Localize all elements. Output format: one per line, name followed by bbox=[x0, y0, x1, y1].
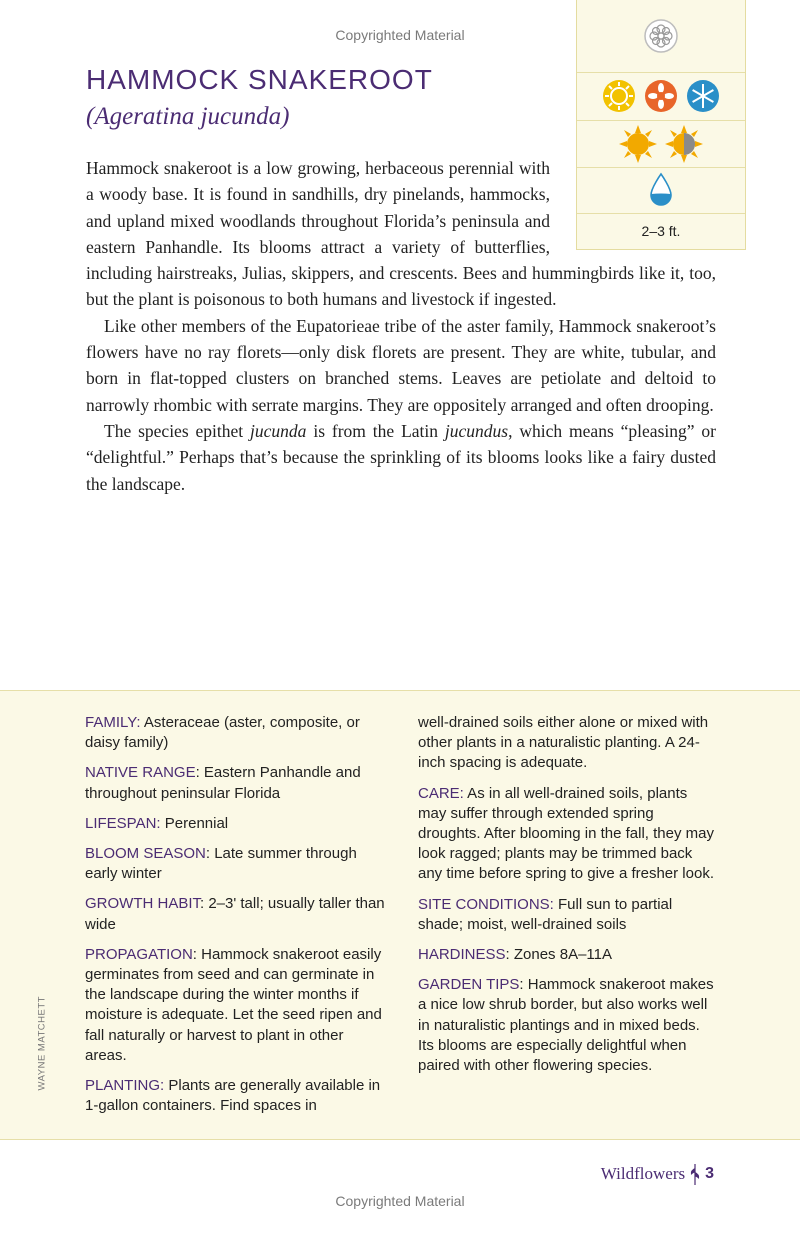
plant-common-name: HAMMOCK SNAKEROOT bbox=[86, 64, 433, 95]
fact-planting-continued: well-drained soils either alone or mixed with other plants in a naturalistic planting. A 24-inch spacing is adequate. bbox=[418, 714, 709, 772]
fact-propagation: PROPAGATION: Hammock snakeroot easily germinates from seed and can germinate in the landscape during the winter months if moisture is adequate. Let the seed ripen and fall naturally or harvest to plant in other areas. bbox=[85, 945, 382, 1064]
fact-native-range: NATIVE RANGE: Eastern Panhandle and throughout peninsular Florida bbox=[85, 764, 361, 802]
fact-garden-tips: GARDEN TIPS: Hammock snakeroot makes a nice low shrub border, but also works well in naturalistic plantings and in mixed beds. Its blooms are especially delightful when paired with other flowering species. bbox=[418, 976, 714, 1075]
blue-snowflake-icon bbox=[685, 78, 721, 114]
plant-facts-box bbox=[0, 690, 800, 1140]
fact-hardiness: HARDINESS: Zones 8A–11A bbox=[418, 946, 612, 964]
page-number: 3 bbox=[705, 1165, 714, 1182]
fact-planting: PLANTING: Plants are generally available in 1-gallon containers. Find spaces in bbox=[85, 1077, 381, 1115]
facts-column-left bbox=[85, 713, 385, 1126]
fact-lifespan: LIFESPAN: Perennial bbox=[85, 814, 229, 832]
plant-size: 2–3 ft. bbox=[641, 223, 681, 239]
page-footer bbox=[601, 1162, 714, 1186]
white-flower-icon bbox=[643, 18, 679, 54]
orange-flower-icon bbox=[643, 78, 679, 114]
panel-wrap-space bbox=[550, 155, 716, 257]
bloom-season-row bbox=[577, 72, 745, 121]
fact-site-conditions: SITE CONDITIONS: Full sun to partial shade; moist, well-drained soils bbox=[418, 895, 673, 933]
fact-family: FAMILY: Asteraceae (aster, composite, or daisy family) bbox=[85, 714, 360, 752]
yellow-sun-flower-icon bbox=[601, 78, 637, 114]
section-name: Wildflowers bbox=[600, 1164, 686, 1183]
fact-care: CARE: As in all well-drained soils, plants may suffer through extended spring droughts. After blooming in the fall, they may look ragged; plants may be trimmed back any time before spring to give a fresher look. bbox=[418, 784, 714, 883]
fact-bloom-season: BLOOM SEASON: Late summer through early winter bbox=[85, 845, 357, 883]
copyright-notice-bottom: Copyrighted Material bbox=[335, 1193, 465, 1209]
fact-growth-habit: GROWTH HABIT: 2–3' tall; usually taller than wide bbox=[85, 895, 385, 933]
flower-color-row bbox=[577, 0, 745, 73]
plant-description bbox=[86, 155, 716, 497]
facts-column-right bbox=[418, 713, 718, 1086]
description-paragraph-1: Hammock snakeroot is a low growing, herbaceous perennial with a woody base. It is found in sandhills, dry pinelands, hammocks, and upland mixed woodlands throughout Florida’s peninsula and eastern Panhandle. Its blooms attract a variety of butterflies, including hairstreaks, Julias, skippers, and crescents. Bees and hummingbirds like it, too, but the plant is poisonous to both humans and livestock if ingested. bbox=[86, 158, 716, 310]
copyright-notice-top: Copyrighted Material bbox=[335, 27, 465, 43]
description-paragraph-2: Like other members of the Eupatorieae tribe of the aster family, Hammock snakeroot’s flowers have no ray florets—only disk florets are present. They are white, tubular, and born in flat-topped clusters on branched stems. Leaves are petiolate and deltoid to narrowly rhombic with serrate margins. They are oppositely arranged and often drooping. bbox=[86, 315, 716, 415]
photo-credit: WAYNE MATCHETT bbox=[36, 996, 48, 1091]
plant-scientific-name: (Ageratina jucunda) bbox=[86, 103, 290, 130]
flower-stem-ornament-icon bbox=[689, 1162, 701, 1186]
description-paragraph-3: The species epithet jucunda is from the Latin jucundus, which means “pleasing” or “delightful.” Perhaps that’s because the sprinkling of its blooms looks like a fairy dusted the landscape. bbox=[86, 420, 716, 494]
